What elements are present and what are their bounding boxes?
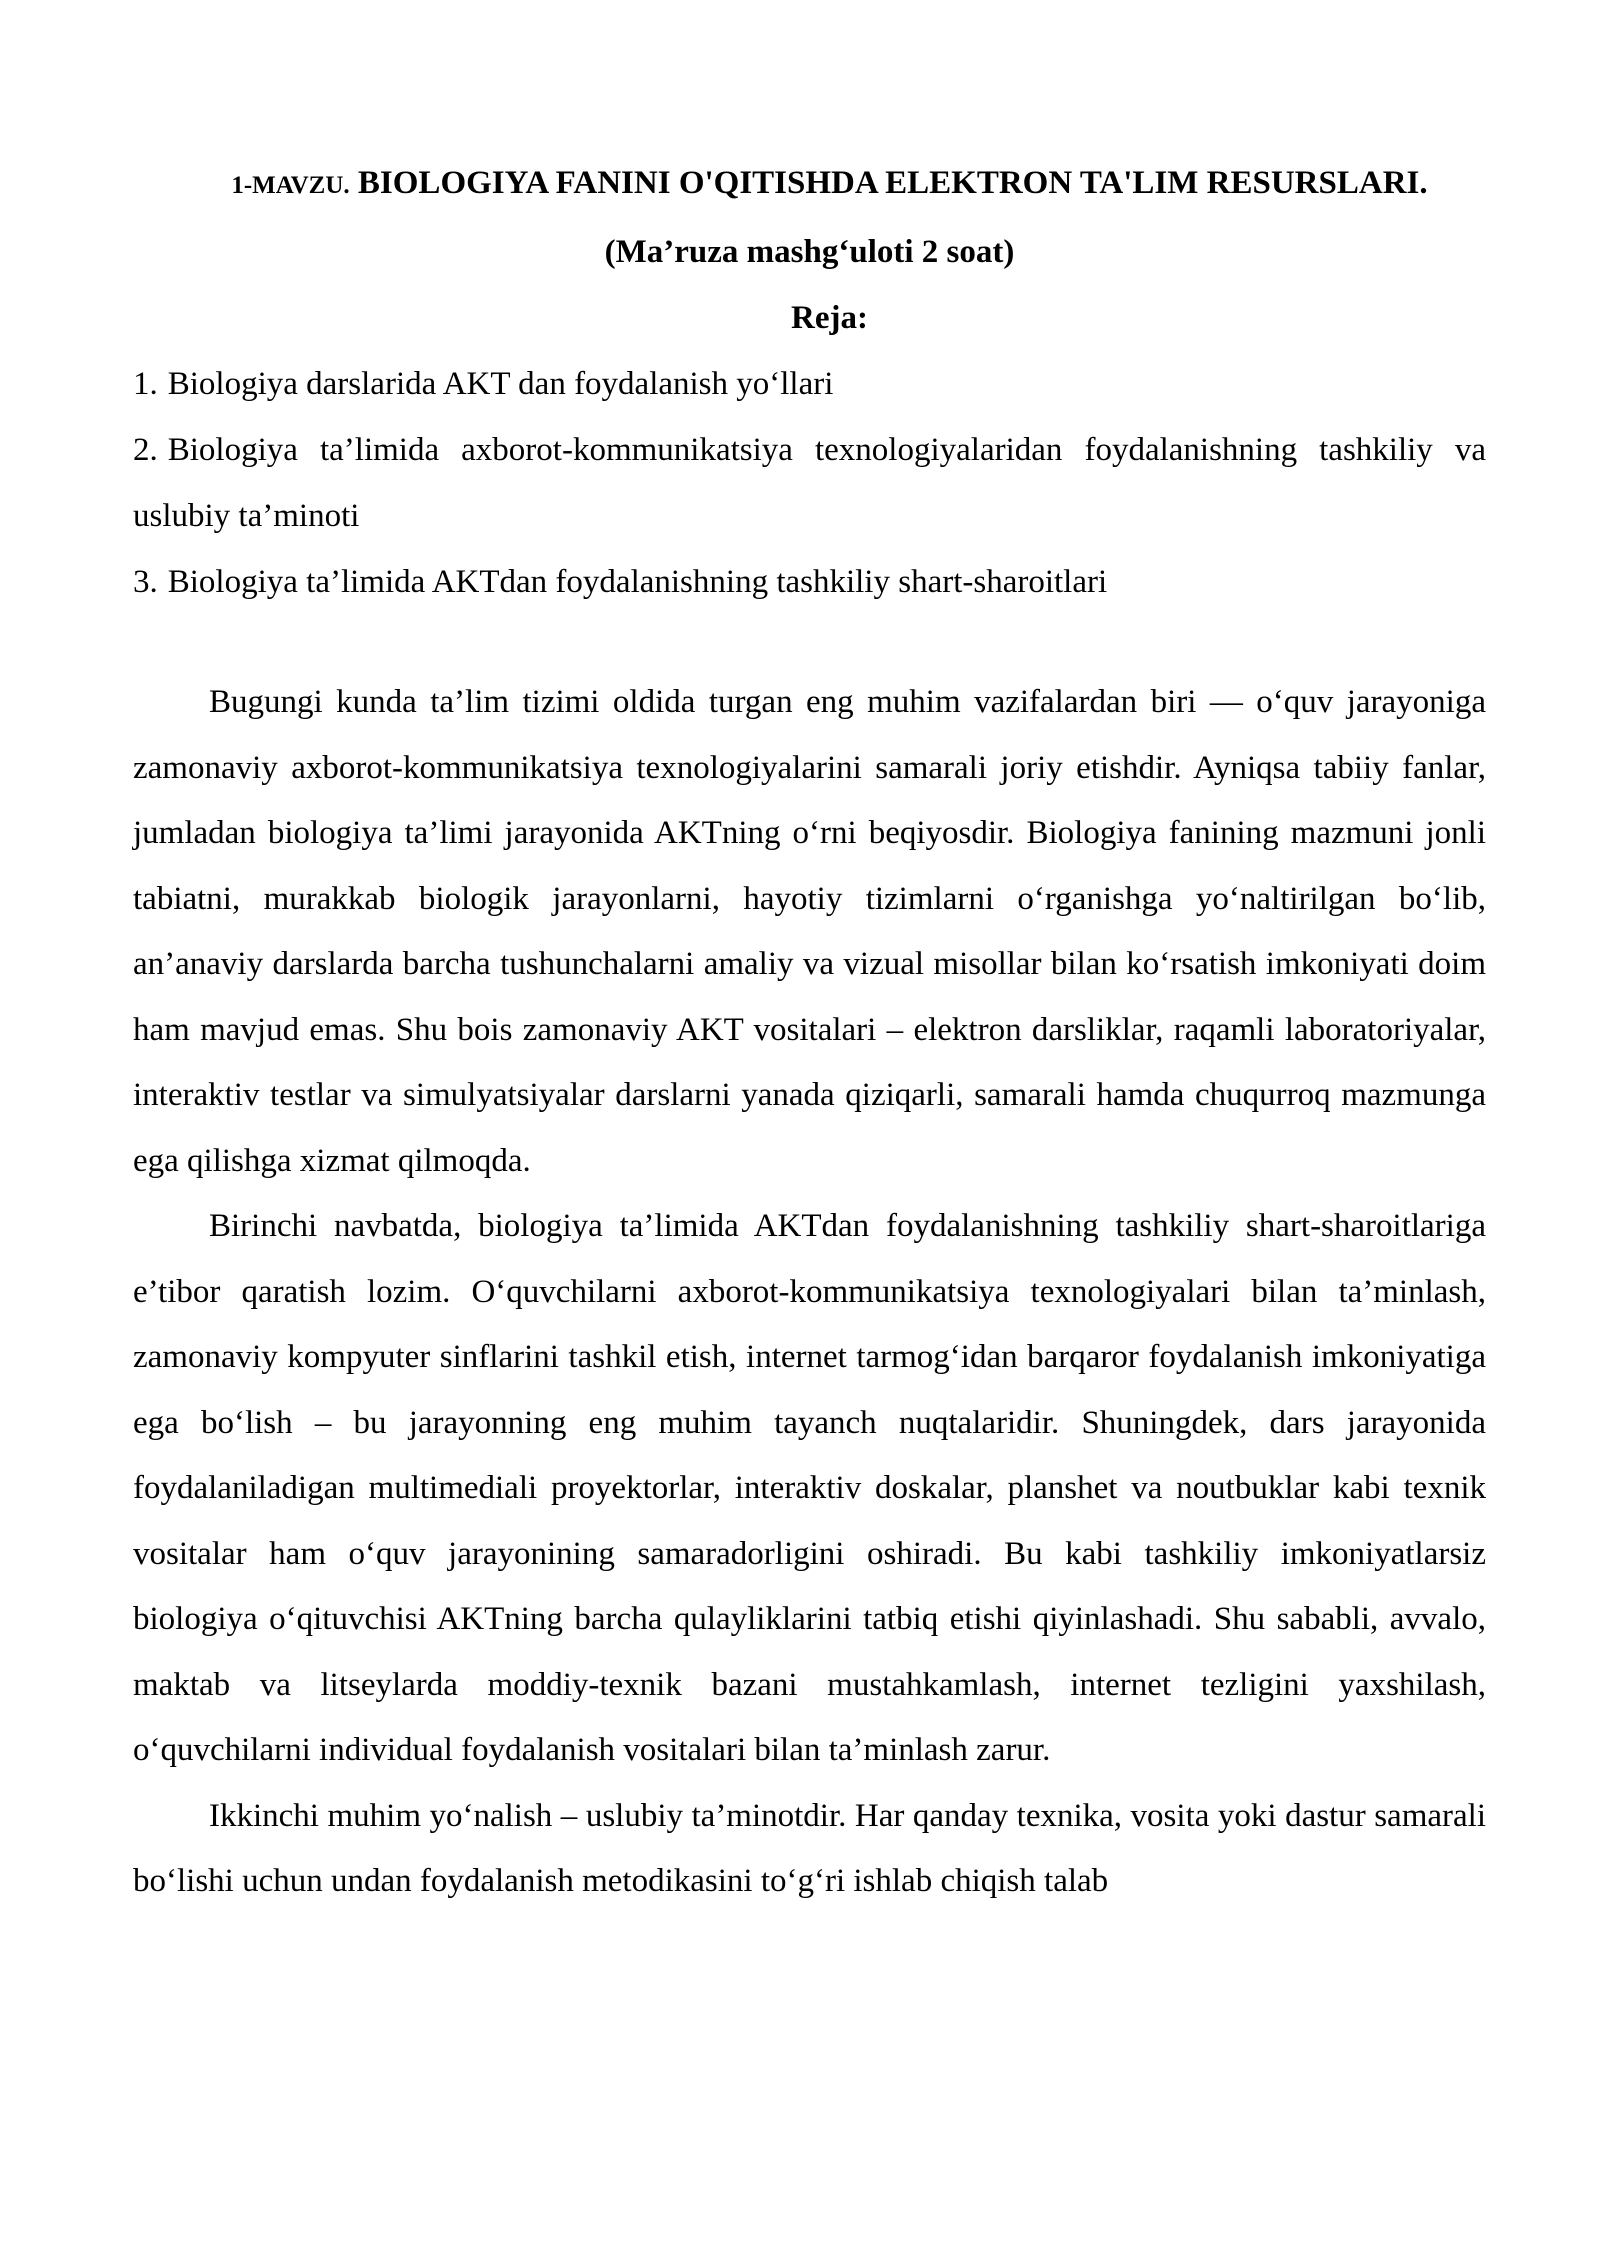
section-spacer bbox=[133, 615, 1486, 670]
plan-item-number: 2. bbox=[133, 432, 158, 468]
body-paragraph: Birinchi navbatda, biologiya ta’limida AKTdan foydalanishning tashkiliy shart-sharoitlariga e’tibor qaratish lozim. O‘quvchilarni axborot-kommunikatsiya texnologiyalari bilan ta’minlash, zamonaviy kompyuter sinflarini tashkil etish, internet tarmog‘idan barqaror foydalanish imkoniyatiga ega bo‘lish – bu jarayonning eng muhim tayanch nuqtalaridir. Shuningdek, dars jarayonida foydalaniladigan multimediali proyektorlar, interaktiv doskalar, planshet va noutbuklar kabi texnik vositalar ham o‘quv jarayonining samaradorligini oshiradi. Bu kabi tashkiliy imkoniyatlarsiz biologiya o‘qituvchisi AKTning barcha qulayliklarini tatbiq etishi qiyinlashadi. Shu sababli, avvalo, maktab va litseylarda moddiy-texnik bazani mustahkamlash, internet tezligini yaxshilash, o‘quvchilarni individual foydalanish vositalari bilan ta’minlash zarur. bbox=[133, 1208, 1486, 1768]
plan-item-number: 3. bbox=[133, 564, 158, 600]
plan-item-text: Biologiya darslarida AKT dan foydalanish yo‘llari bbox=[167, 366, 834, 402]
body-paragraph: Ikkinchi muhim yo‘nalish – uslubiy ta’minotdir. Har qanday texnika, vosita yoki dastur samarali bo‘lishi uchun undan foydalanish metodikasini to‘g‘ri ishlab chiqish talab bbox=[133, 1797, 1486, 1899]
plan-heading: Reja: bbox=[791, 300, 868, 336]
plan-item bbox=[133, 549, 1486, 615]
title-main: BIOLOGIYA FANINI O'QITISHDA ELEKTRON TA'LIM RESURSLARI. bbox=[357, 165, 1428, 201]
plan-item-text: Biologiya ta’limida AKTdan foydalanishning tashkiliy shart-sharoitlari bbox=[167, 564, 1108, 600]
document-title bbox=[133, 150, 1486, 219]
title-prefix: 1-MAVZU. bbox=[231, 172, 350, 199]
document-page bbox=[133, 150, 1486, 1915]
document-subtitle: (Ma’ruza mashg‘uloti 2 soat) bbox=[604, 234, 1015, 270]
plan-item bbox=[133, 351, 1486, 417]
plan-item bbox=[133, 417, 1486, 549]
plan-list bbox=[133, 351, 1486, 615]
plan-item-number: 1. bbox=[133, 366, 158, 402]
body-paragraph: Bugungi kunda ta’lim tizimi oldida turgan eng muhim vazifalardan biri — o‘quv jarayoniga zamonaviy axborot-kommunikatsiya texnologiyalarini samarali joriy etishdir. Ayniqsa tabiiy fanlar, jumladan biologiya ta’limi jarayonida AKTning o‘rni beqiyosdir. Biologiya fanining mazmuni jonli tabiatni, murakkab biologik jarayonlarni, hayotiy tizimlarni o‘rganishga yo‘naltirilgan bo‘lib, an’anaviy darslarda barcha tushunchalarni amaliy va vizual misollar bilan ko‘rsatish imkoniyati doim ham mavjud emas. Shu bois zamonaviy AKT vositalari – elektron darsliklar, raqamli laboratoriyalar, interaktiv testlar va simulyatsiyalar darslarni yanada qiziqarli, samarali hamda chuqurroq mazmunga ega qilishga xizmat qilmoqda. bbox=[133, 684, 1486, 1179]
plan-item-text: Biologiya ta’limida axborot-kommunikatsiya texnologiyalaridan foydalanishning tashkiliy va uslubiy ta’minoti bbox=[133, 432, 1486, 534]
